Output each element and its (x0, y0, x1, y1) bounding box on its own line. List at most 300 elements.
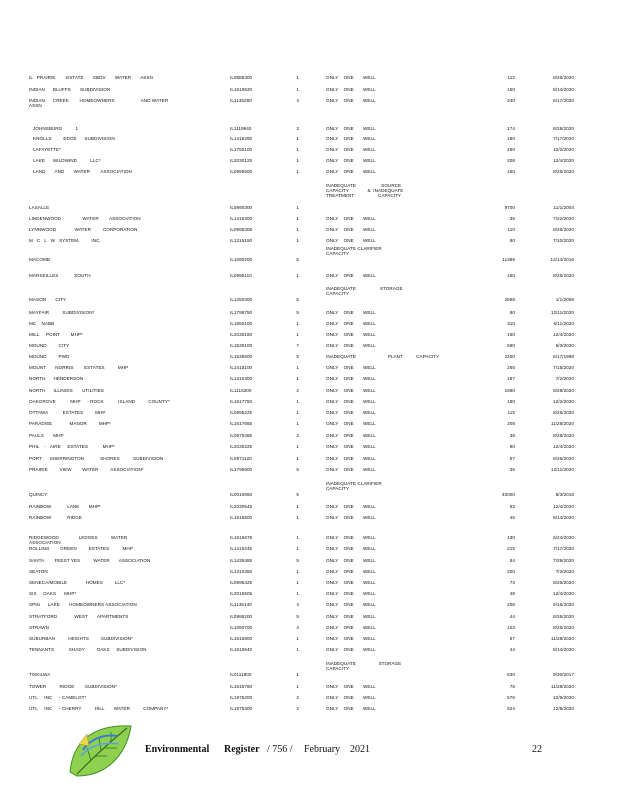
system-id-cell: IL1050700 (230, 625, 253, 630)
table-row (0, 433, 618, 443)
system-id-cell: IL1115300 (230, 388, 252, 393)
date-cell: 8/28/2020 (553, 433, 574, 438)
date-cell: 9/30/2017 (553, 672, 574, 677)
table-row (0, 456, 618, 466)
deficiency-cell: INADEQUATE CLARIFIER CAPACITY (326, 246, 382, 256)
date-cell: 11/28/2020 (550, 684, 574, 689)
date-cell: 1/1/2008 (555, 297, 574, 302)
table-row (0, 183, 618, 215)
system-name-cell: IL PRAIRIE ESTATE SBDV WATER ASSN (29, 75, 153, 80)
table-row (0, 569, 618, 579)
system-id-cell: IL0885300 (230, 75, 253, 80)
date-cell: 7/22/2020 (553, 216, 574, 221)
system-name-cell: LASALLE (29, 205, 50, 210)
population-cell: 44 (509, 647, 515, 652)
system-id-cell: IL0995225 (230, 410, 253, 415)
system-name-cell: M C L W SYSTEM, INC. (29, 238, 101, 243)
deficiency-cell: ONLY ONE WELL (326, 569, 376, 574)
system-id-cell: IL0990300 (230, 205, 253, 210)
system-name-cell: MASON CITY (29, 297, 67, 302)
system-id-cell: IL0975465 (230, 433, 253, 438)
code-cell: 2 (296, 433, 299, 438)
system-name-cell: STRAWN (29, 625, 50, 630)
system-id-cell: IL2030160 (230, 332, 253, 337)
date-cell: 12/14/2016 (550, 257, 574, 262)
system-name-cell: UTL INC - CAMELOT* (29, 695, 87, 700)
table-row (0, 286, 618, 307)
table-row (0, 602, 618, 612)
code-cell: 1 (296, 158, 299, 163)
date-cell: 6/17/1998 (553, 354, 574, 359)
population-cell: 215 (507, 546, 515, 551)
table-row (0, 467, 618, 477)
system-name-cell: MOUND PWD (29, 354, 70, 359)
date-cell: 12/4/2020 (553, 591, 574, 596)
system-id-cell: IL1119940 (230, 126, 252, 131)
system-id-cell: IL2030225 (230, 444, 253, 449)
system-name-cell: OTTAWA ESTATES MHP (29, 410, 106, 415)
code-cell: 1 (296, 684, 299, 689)
code-cell: 1 (296, 136, 299, 141)
population-cell: 200 (507, 569, 515, 574)
system-name-cell: LAND AND WATER ASSOCIATION (33, 169, 132, 174)
deficiency-cell: ONLY ONE WELL (326, 376, 376, 381)
date-cell: 12/9/2020 (553, 695, 574, 700)
system-id-cell: IL1615540 (230, 647, 253, 652)
table-row (0, 227, 618, 237)
deficiency-cell: ONLY ONE WELL (326, 614, 376, 619)
footer-register: Register (224, 744, 260, 755)
table-row (0, 136, 618, 146)
code-cell: 2 (296, 695, 299, 700)
population-cell: 310 (507, 321, 515, 326)
population-cell: 112 (507, 75, 515, 80)
system-name-cell: RAINBOW LANE MHP* (29, 504, 101, 509)
system-name-cell: LAFAYETTE* (33, 147, 61, 152)
deficiency-cell: ONLY ONE WELL (326, 273, 376, 278)
population-cell: 2200 (504, 354, 515, 359)
code-cell: 5 (296, 492, 299, 497)
system-name-cell: PORT SHERRINGTON SHORES SUBDIVISION (29, 456, 164, 461)
system-id-cell: IL1310300 (230, 376, 253, 381)
deficiency-cell: ONLY ONE WELL (326, 467, 376, 472)
code-cell: 1 (296, 456, 299, 461)
system-name-cell: SIX OAKS MHP* (29, 591, 77, 596)
system-name-cell: TENNANTS SHADY OAKS SUBDIVISION (29, 647, 147, 652)
deficiency-cell: ONLY ONE WELL (326, 216, 376, 221)
system-id-cell: IL1615780 (230, 684, 253, 689)
system-name-cell: PAULS MHP (29, 433, 64, 438)
system-id-cell: IL1090200 (230, 257, 253, 262)
code-cell: 1 (296, 332, 299, 337)
date-cell: 11/28/2020 (550, 421, 574, 426)
code-cell: 1 (296, 444, 299, 449)
population-cell: 830 (507, 672, 515, 677)
date-cell: 12/11/2020 (550, 310, 574, 315)
deficiency-cell: ONLY ONE WELL (326, 227, 376, 232)
system-name-cell: LAKE WILDWIND LLC* (33, 158, 101, 163)
footer-month: February (304, 744, 341, 755)
system-id-cell: IL2030125 (230, 158, 253, 163)
code-cell: 4 (296, 98, 299, 103)
population-cell: 590 (507, 343, 515, 348)
system-id-cell: IL1615800 (230, 636, 253, 641)
system-id-cell: IL1415250 (230, 136, 253, 141)
date-cell: 8/26/2020 (553, 169, 574, 174)
code-cell: 5 (296, 614, 299, 619)
code-cell: 1 (296, 504, 299, 509)
system-id-cell: IL1750100 (230, 147, 253, 152)
code-cell: 2 (296, 388, 299, 393)
deficiency-cell: ONLY ONE WELL (326, 647, 376, 652)
table-row (0, 87, 618, 97)
table-row (0, 147, 618, 157)
population-cell: 35 (509, 216, 515, 221)
deficiency-cell: ONLY ONE WELL (326, 399, 376, 404)
code-cell: 5 (296, 310, 299, 315)
table-row (0, 546, 618, 556)
code-cell: 5 (296, 467, 299, 472)
footer-issue: / 756 / (267, 744, 293, 755)
table-row (0, 126, 618, 136)
code-cell: 1 (296, 365, 299, 370)
table-row (0, 558, 618, 568)
system-id-cell: IL1415100 (230, 365, 253, 370)
footer-page-number: 22 (532, 744, 542, 755)
deficiency-cell: ONLY ONE WELL (326, 625, 376, 630)
population-cell: 40000 (501, 492, 515, 497)
deficiency-cell: ONLY ONE WELL (326, 158, 376, 163)
code-cell: 5 (296, 558, 299, 563)
system-name-cell: RAINBOW RIDGE (29, 515, 83, 520)
system-id-cell: IL1615678 (230, 535, 253, 540)
system-name-cell: RIDGEWOOD LEDGES WATER ASSOCIATION (29, 535, 128, 545)
table-row (0, 684, 618, 694)
code-cell: 1 (296, 216, 299, 221)
system-id-cell: IL1975300 (230, 706, 253, 711)
table-row (0, 75, 618, 85)
system-id-cell: IL2030545 (230, 504, 253, 509)
population-cell: 90 (509, 238, 515, 243)
date-cell: 12/2/2020 (553, 147, 574, 152)
code-cell: 1 (296, 515, 299, 520)
code-cell: 1 (296, 147, 299, 152)
table-row (0, 580, 618, 590)
population-cell: 9700 (504, 205, 515, 210)
deficiency-cell: ONLY ONE WELL (326, 444, 376, 449)
system-name-cell: MILL POINT MHP* (29, 332, 83, 337)
population-cell: 208 (507, 602, 515, 607)
table-row (0, 98, 618, 108)
system-name-cell: SUBURBAN HEIGHTS SUBDIVISION* (29, 636, 133, 641)
system-id-cell: IL1975200 (230, 695, 253, 700)
system-id-cell: IL0995306 (230, 227, 253, 232)
code-cell: 2 (296, 706, 299, 711)
table-row (0, 706, 618, 716)
population-cell: 110 (507, 227, 515, 232)
system-name-cell: MACOMB (29, 257, 50, 262)
system-name-cell: PRAIRIE VIEW WATER ASSOCIATION* (29, 467, 144, 472)
table-row (0, 321, 618, 331)
system-name-cell: MOUND CITY (29, 343, 70, 348)
population-cell: 1590 (504, 388, 515, 393)
date-cell: 8/28/2020 (553, 126, 574, 131)
population-cell: 48 (509, 591, 515, 596)
system-id-cell: IL1535500 (230, 354, 253, 359)
system-name-cell: MC NABB (29, 321, 55, 326)
population-cell: 160 (507, 332, 515, 337)
table-row (0, 614, 618, 624)
code-cell: 1 (296, 535, 299, 540)
system-id-cell: IL1250300 (230, 297, 253, 302)
deficiency-cell: ONLY ONE WELL (326, 636, 376, 641)
date-cell: 12/2/2020 (553, 399, 574, 404)
table-row (0, 515, 618, 525)
table-row (0, 388, 618, 398)
code-cell: 1 (296, 227, 299, 232)
date-cell: 8/14/2020 (553, 515, 574, 520)
system-name-cell: INDIAN BLUFFS SUBDIVISION (29, 87, 111, 92)
date-cell: 12/4/2020 (553, 158, 574, 163)
date-cell: 8/26/2020 (553, 410, 574, 415)
system-id-cell: IL1135140 (230, 602, 252, 607)
date-cell: 8/26/2020 (553, 75, 574, 80)
date-cell: 6/16/2020 (553, 602, 574, 607)
code-cell: 1 (296, 321, 299, 326)
deficiency-cell: ONLY ONE WELL (326, 456, 376, 461)
date-cell: 8/26/2020 (553, 625, 574, 630)
date-cell: 6/3/2020 (555, 343, 574, 348)
system-id-cell: IL1795750 (230, 310, 253, 315)
code-cell: 1 (296, 205, 299, 210)
system-id-cell: IL1415300 (230, 216, 253, 221)
system-name-cell: LINDENWOOD WATER ASSOCIATION (29, 216, 141, 221)
system-name-cell: NORTH HENDERSON (29, 376, 84, 381)
system-name-cell: JOHNSBURG 1 (33, 126, 79, 131)
table-row (0, 481, 618, 502)
system-name-cell: TOWER RIDGE SUBDIVISION* (29, 684, 117, 689)
system-id-cell: IL1135250 (230, 98, 252, 103)
population-cell: 430 (507, 535, 515, 540)
code-cell: 1 (296, 238, 299, 243)
system-name-cell: SEATON (29, 569, 48, 574)
table-row (0, 376, 618, 386)
date-cell: 7/15/2020 (553, 365, 574, 370)
deficiency-cell: ONLY ONE WELL (326, 602, 376, 607)
code-cell: 4 (296, 625, 299, 630)
deficiency-cell: ONLY ONE WELL (326, 504, 376, 509)
deficiency-cell: INADEQUATE PLANT CAPACITY (326, 354, 440, 359)
table-row (0, 591, 618, 601)
population-cell: 265 (507, 365, 515, 370)
table-row (0, 444, 618, 454)
deficiency-cell: ONLY ONE WELL (326, 433, 376, 438)
deficiency-cell: ONLY ONE WELL (326, 147, 376, 152)
population-cell: 250 (507, 147, 515, 152)
system-id-cell: IL1315150 (230, 238, 253, 243)
table-row (0, 504, 618, 514)
system-name-cell: STRATFORD WEST APARTMENTS (29, 614, 129, 619)
population-cell: 2558 (504, 297, 515, 302)
code-cell: 7 (296, 343, 299, 348)
table-row (0, 695, 618, 705)
table-row (0, 354, 618, 364)
population-cell: 208 (507, 421, 515, 426)
date-cell: 7/29/2020 (553, 558, 574, 563)
footer-publication: Environmental (145, 744, 210, 755)
system-id-cell: IL1530100 (230, 343, 253, 348)
deficiency-cell: ONLY ONE WELL (326, 546, 376, 551)
population-cell: 84 (509, 558, 515, 563)
code-cell: 1 (296, 399, 299, 404)
table-row (0, 399, 618, 409)
deficiency-cell: ONLY ONE WELL (326, 321, 376, 326)
table-row (0, 661, 618, 682)
code-cell: 1 (296, 410, 299, 415)
system-id-cell: IL0971120 (230, 456, 252, 461)
system-id-cell: IL0111800 (230, 672, 252, 677)
deficiency-cell: ONLY ONE WELL (326, 238, 376, 243)
date-cell: 8/14/2020 (553, 87, 574, 92)
population-cell: 90 (509, 444, 515, 449)
system-name-cell: UTL INC - CHERRY HILL WATER COMPANY* (29, 706, 169, 711)
population-cell: 174 (507, 126, 515, 131)
table-row (0, 238, 618, 248)
system-id-cell: IL0995425 (230, 580, 253, 585)
system-name-cell: QUINCY (29, 492, 48, 497)
date-cell: 12/11/2020 (550, 467, 574, 472)
date-cell: 8/3/2016 (555, 492, 574, 497)
code-cell: 1 (296, 647, 299, 652)
deficiency-cell: ONLY ONE WELL (326, 169, 376, 174)
system-id-cell: IL2015505 (230, 591, 253, 596)
population-cell: 57 (509, 456, 515, 461)
population-cell: 38 (509, 433, 515, 438)
deficiency-cell: ONLY ONE WELL (326, 343, 376, 348)
deficiency-cell: INADEQUATE CLARIFIER CAPACITY (326, 481, 382, 491)
system-id-cell: IL0995110 (230, 273, 252, 278)
deficiency-cell: ONLY ONE WELL (326, 75, 376, 80)
table-row (0, 636, 618, 646)
population-cell: 44 (509, 614, 515, 619)
system-id-cell: IL1795900 (230, 467, 253, 472)
table-row (0, 365, 618, 375)
date-cell: 8/14/2020 (553, 647, 574, 652)
table-row (0, 625, 618, 635)
deficiency-cell: ONLY ONE WELL (326, 515, 376, 520)
table-row (0, 246, 618, 267)
system-id-cell: IL1415245 (230, 546, 253, 551)
code-cell: 1 (296, 421, 299, 426)
date-cell: 7/17/2020 (553, 546, 574, 551)
system-name-cell: PARADISE MANOR MHP* (29, 421, 112, 426)
footer-year: 2021 (350, 744, 370, 755)
system-name-cell: PHIL - AIRE ESTATES MHP* (29, 444, 115, 449)
population-cell: 45 (509, 515, 515, 520)
table-row (0, 421, 618, 431)
table-row (0, 158, 618, 168)
population-cell: 57 (509, 636, 515, 641)
deficiency-cell: INADEQUATE STORAGE CAPACITY (326, 661, 402, 671)
population-cell: 240 (507, 98, 515, 103)
deficiency-cell: ONLY ONE WELL (326, 421, 376, 426)
table-row (0, 332, 618, 342)
system-name-cell: SENECA/MOBILE HOMES LLC* (29, 580, 126, 585)
population-cell: 208 (507, 158, 515, 163)
deficiency-cell: ONLY ONE WELL (326, 695, 376, 700)
date-cell: 8/26/2020 (553, 580, 574, 585)
system-name-cell: ROLLING GREEN ESTATES MHP (29, 546, 133, 551)
system-id-cell: IL1616520 (230, 87, 253, 92)
deficiency-cell: ONLY ONE WELL (326, 87, 376, 92)
population-cell: 187 (507, 376, 515, 381)
system-name-cell: MOUNT NORRIS ESTATES MHP (29, 365, 129, 370)
system-id-cell: IL1617665 (230, 421, 253, 426)
date-cell: 7/2/2020 (555, 376, 574, 381)
deficiency-cell: ONLY ONE WELL (326, 136, 376, 141)
date-cell: 11/1/2004 (553, 205, 574, 210)
date-cell: 7/2/2020 (555, 569, 574, 574)
date-cell: 6/24/2020 (553, 535, 574, 540)
system-id-cell: IL0995500 (230, 169, 253, 174)
code-cell: 5 (296, 297, 299, 302)
date-cell: 12/9/2020 (553, 706, 574, 711)
code-cell: 1 (296, 580, 299, 585)
system-id-cell: IL0010650 (230, 492, 253, 497)
date-cell: 6/11/2020 (553, 321, 574, 326)
page-footer (0, 735, 618, 775)
table-row (0, 410, 618, 420)
system-name-cell: SANTA FEEST YES WATER ASSOCIATION (29, 558, 151, 563)
deficiency-cell: ONLY ONE WELL (326, 310, 376, 315)
population-cell: 90 (509, 310, 515, 315)
code-cell: 1 (296, 546, 299, 551)
table-row (0, 169, 618, 179)
population-cell: 160 (507, 273, 515, 278)
population-cell: 115 (507, 410, 515, 415)
population-cell: 624 (507, 706, 515, 711)
population-cell: 73 (509, 580, 515, 585)
deficiency-cell: INADEQUATE SOURCE CAPACITY & INADEQUATE TREATMENT CAPACITY (326, 183, 404, 198)
deficiency-cell: ONLY ONE WELL (326, 580, 376, 585)
deficiency-cell: ONLY ONE WELL (326, 591, 376, 596)
code-cell: 2 (296, 126, 299, 131)
deficiency-cell: ONLY ONE WELL (326, 98, 376, 103)
table-row (0, 216, 618, 226)
deficiency-cell: ONLY ONE WELL (326, 535, 376, 540)
system-name-cell: KNOLLS EDGE SUBDIVISION (33, 136, 115, 141)
date-cell: 7/17/2020 (553, 136, 574, 141)
date-cell: 6/17/2020 (553, 98, 574, 103)
date-cell: 8/26/2020 (553, 273, 574, 278)
deficiency-cell: ONLY ONE WELL (326, 365, 376, 370)
deficiency-cell: ONLY ONE WELL (326, 410, 376, 415)
system-id-cell: IL1550100 (230, 321, 253, 326)
system-name-cell: MAYFAIR SUBDIVISION* (29, 310, 95, 315)
population-cell: 78 (509, 684, 515, 689)
code-cell: 1 (296, 569, 299, 574)
table-row (0, 535, 618, 545)
code-cell: 1 (296, 273, 299, 278)
system-id-cell: IL0995200 (230, 614, 253, 619)
population-cell: 160 (507, 169, 515, 174)
code-cell: 1 (296, 87, 299, 92)
table-row (0, 343, 618, 353)
system-name-cell: OAKGROVE MHP - ROCK ISLAND COUNTY* (29, 399, 170, 404)
system-name-cell: MARSEILLES SOUTH (29, 273, 91, 278)
system-id-cell: IL1435485 (230, 558, 253, 563)
code-cell: 1 (296, 672, 299, 677)
